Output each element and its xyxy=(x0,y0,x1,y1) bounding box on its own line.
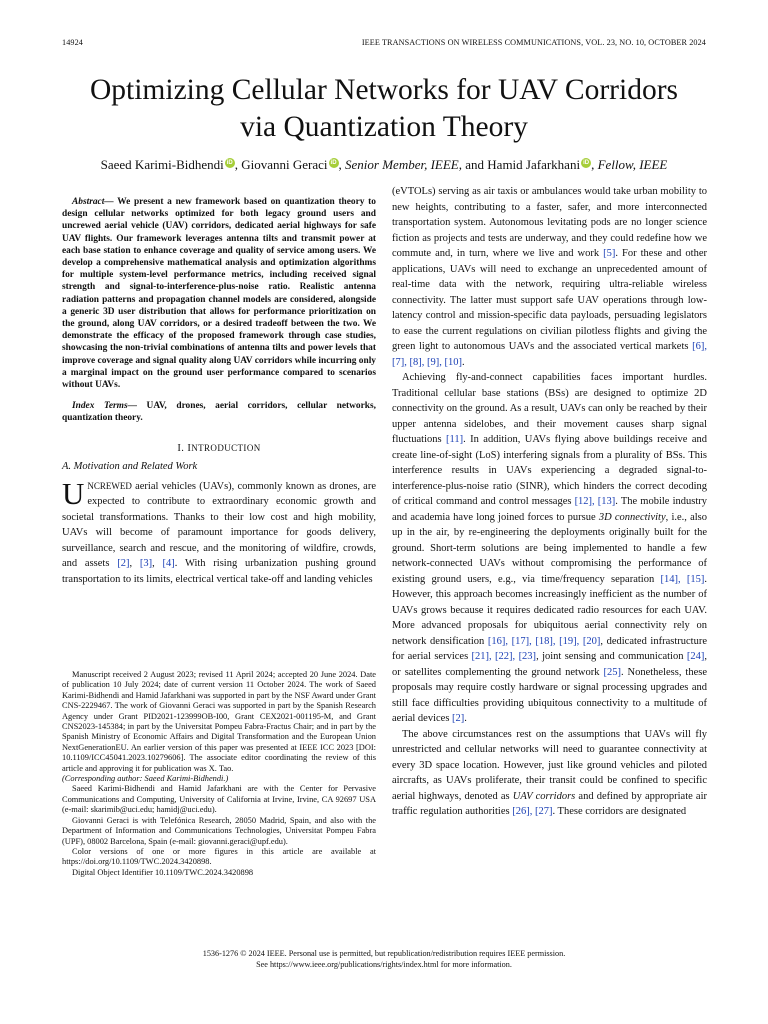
paragraph-text: . For these and other applications, UAVs will need to exchange an unprecedented amount of real-time data with the network, requiring ultra-reliable wireless connectivity. The latter must support safe UAV operations through low-latency control and mission-specific data payloads, persuading legislators to ease the current regulations on civilian pilotless flights and giving the green light to autonomous UAVs and the associated vertical markets xyxy=(392,248,707,352)
citation-link[interactable]: [25] xyxy=(603,666,621,678)
corresponding-author: (Corresponding author: Saeed Karimi-Bidhendi.) xyxy=(62,774,229,784)
body-paragraph-2 xyxy=(392,370,707,727)
intro-paragraph xyxy=(62,475,377,588)
footnote-doi: Digital Object Identifier 10.1109/TWC.2024.3420898 xyxy=(72,867,254,877)
emphasis-text: UAV corridors xyxy=(512,790,576,802)
footnote-affiliation-1: Saeed Karimi-Bidhendi and Hamid Jafarkhani are with the Center for Pervasive Communications and Computing, University of California at Irvine, Irvine, CA 92697 USA (e-mail: skarimib@uci.edu; hamidj@uci.edu). xyxy=(62,784,376,815)
right-column xyxy=(392,184,707,820)
copyright-line-1: 1536-1276 © 2024 IEEE. Personal use is permitted, but republication/redistribution requires IEEE permission. xyxy=(202,949,566,958)
abstract-text: We present a new framework based on quantization theory to design cellular networks optimized for both legacy ground users and uncrewed aerial vehicle (UAV) corridors, dedicated aerial highways for safe UAV flights. Our framework leverages antenna tilts and transmit power at each base station to enhance coverage and quality of service among users. We develop a comprehensive mathematical analysis and optimization algorithms for multiple system-level performance metrics, including received signal strength and signal-to-interference-plus-noise ratio. Realistic antenna radiation patterns and propagation channel models are considered, alongside a generic 3D user distribution that allows for performance prioritization on the ground, along UAV corridors, or a desired tradeoff between the two. We demonstrate the efficacy of the proposed framework through case studies, showcasing the non-trivial combinations of antenna tilts and power levels that improve coverage and signal quality along UAV corridors while incurring only a marginal impact on the ground user performance compared to scenarios without UAVs. xyxy=(62,197,376,391)
subsection-heading: A. Motivation and Related Work xyxy=(62,461,198,473)
lead-word: NCREWED xyxy=(87,480,132,491)
citation-link[interactable]: [16], [17], [18], [19], [20] xyxy=(487,635,601,647)
page-number: 14924 xyxy=(62,38,83,47)
copyright-line-2: See https://www.ieee.org/publications/rights/index.html for more information. xyxy=(256,960,512,969)
paragraph-text: , xyxy=(129,558,140,570)
footnote-text: Manuscript received 2 August 2023; revised 11 April 2024; accepted 20 June 2024. Date of publication 10 July 2024; date of current version 11 October 2024. The work of Saeed Karimi-Bidhendi and Hamid Jafarkhani was supported in part by the NSF Award under Grant CNS-2229467. The work of Giovanni Geraci was supported in part by the Spanish Research Agency under Grant PID2021-123999OB-I00, Grant CEX2021-001195-M, and Grant CNS2023-145384; in part by the Universitat Pompeu Fabra-Fractus Chair; and in part by the Spanish Ministry of Economic Affairs and Digital Transformation and the European Union NextGenerationEU. An earlier version of this paper was presented at IEEE ICC 2023 [DOI: 10.1109/ICC45041.2023.10279606]. The associate editor coordinating the review of this article and approving it for publication was X. Tao. xyxy=(62,670,376,773)
citation-link[interactable]: [12], [13] xyxy=(574,496,616,507)
emphasis-text: 3D connectivity xyxy=(598,511,666,523)
citation-link[interactable]: [2] xyxy=(117,558,130,570)
paragraph-text: The above circumstances rest on the assumptions that UAVs will fly unrestricted and cellular networks will need to guarantee connectivity at every 3D space location. However, just like ground vehicles and piloted aircrafts, as UAVs proliferate, their transit could be confined to specific aerial highways, denoted as xyxy=(392,728,707,802)
paragraph-text: and defined by appropriate air traffic regulation authorities xyxy=(392,790,708,817)
title-line-2: via Quantization Theory xyxy=(240,111,528,143)
citation-link[interactable]: [26], [27] xyxy=(512,806,553,817)
paragraph-text: , xyxy=(152,558,163,570)
paragraph-text: , joint sensing and communication xyxy=(536,651,687,662)
paragraph-text: . With rising urbanization pushing ground transportation to its limits, electrical vertical take-off and landing vehicles xyxy=(62,558,377,585)
left-column xyxy=(62,184,376,587)
paragraph-text: Achieving fly-and-connect capabilities faces important hurdles. Traditional cellular base stations (BSs) are designed to optimize 2D connectivity on the ground. As a result, UAVs can only be reached by their upper antenna sidelobes, and their movement causes sharp signal fluctuations xyxy=(392,372,707,445)
drop-cap: U xyxy=(62,475,85,511)
citation-link[interactable]: [21], [22], [23] xyxy=(471,651,537,662)
author-3-role: Fellow, IEEE xyxy=(597,157,668,172)
paper-title xyxy=(40,72,728,146)
paragraph-text: . xyxy=(464,713,467,724)
section-heading xyxy=(62,441,376,457)
citation-link[interactable]: [11] xyxy=(445,434,464,445)
index-terms-text: UAV, drones, aerial corridors, cellular networks, quantization theory. xyxy=(62,401,376,424)
citation-link[interactable]: [6], [7], [8], [9], [10] xyxy=(392,341,707,368)
paragraph-text: , i.e., also up in the air, by re-engineering the deployments originally built for the ground. Short-term solutions are being implemented to handle a few network-connected UAVs without compromising the performance of existing ground users, e.g., via time/frequency separation xyxy=(392,511,707,585)
index-terms-label: Index Terms— xyxy=(72,401,137,412)
abstract xyxy=(62,196,376,391)
section-title-first: I xyxy=(187,442,192,454)
footnote-funding xyxy=(62,670,376,784)
footnote-affiliation-2: Giovanni Geraci is with Telefónica Research, 28050 Madrid, Spain, and also with the Department of Information and Communications Technologies, Universitat Pompeu Fabra (UPF), 08002 Barcelona, Spain (e-mail: giovanni.geraci@upf.edu). xyxy=(62,815,376,846)
body-paragraph-3 xyxy=(392,727,707,820)
body-paragraph-1 xyxy=(392,184,707,370)
paragraph-text: (eVTOLs) serving as air taxis or ambulances would take urban mobility to new heights, contributing to a faster, safer, and more interconnected transportation system. Autonomous levitating pods are no longer science fiction as projects and tests are underway, and they could redefine how we commute and, in turn, where we live and work xyxy=(392,186,707,259)
paragraph-text: , or satellites complementing the ground network xyxy=(392,651,707,678)
journal-name: IEEE TRANSACTIONS ON WIRELESS COMMUNICATIONS, VOL. 23, NO. 10, OCTOBER 2024 xyxy=(361,38,706,47)
abstract-label: Abstract— xyxy=(72,197,114,207)
orcid-icon[interactable]: iD xyxy=(226,160,233,166)
citation-link[interactable]: [4] xyxy=(162,558,175,570)
citation-link[interactable]: [24] xyxy=(686,651,705,662)
author-conjunction: and xyxy=(465,157,485,172)
author-3: Hamid Jafarkhani xyxy=(487,157,581,172)
paragraph-text: aerial vehicles (UAVs), commonly known as drones, are expected to contribute to extraordinary economic growth and societal transformations. Thanks to their low cost and high mobility, UAVs will become of paramount importance for goods delivery, surveillance, search and rescue, and the monitoring of wildfire, crowds, and assets xyxy=(62,480,376,570)
running-header xyxy=(62,38,706,50)
paragraph-text: . xyxy=(461,356,465,368)
paragraph-text: , dedicated infrastructure for aerial services xyxy=(392,635,707,662)
citation-link[interactable]: [3] xyxy=(139,558,153,570)
title-line-1: Optimizing Cellular Networks for UAV Corridors xyxy=(89,74,679,106)
paragraph-text: . These corridors are designated xyxy=(552,806,687,817)
author-2-role: Senior Member, IEEE, xyxy=(345,157,462,172)
citation-link[interactable]: [14], [15] xyxy=(660,573,705,585)
author-list: Saeed Karimi-Bidhendi iD , Giovanni Geraci iD , Senior Member, IEEE, and Hamid Jafarkhani iD , Fellow, IEEE xyxy=(100,157,668,172)
orcid-icon[interactable]: iD xyxy=(330,160,337,166)
footnote-color: Color versions of one or more figures in this article are available at https://doi.org/10.1109/TWC.2024.3420898. xyxy=(62,846,376,867)
paragraph-text: . In addition, UAVs flying above buildings receive and create line-of-sight (LoS) interfering signals from a plurality of BSs. This interference results in UAVs experiencing a degraded signal-to-interference-plus-noise ratio (SINR), which hinders the correct decoding of critical command and control messages xyxy=(392,434,707,507)
section-number: I. xyxy=(177,442,185,454)
paragraph-text: . However, this approach becomes increasingly inefficient as the number of UAVs grows because it requires dedicated radio resources for each UAV. More advanced proposals for ubiquitous aerial connectivity rely on network densification xyxy=(392,573,707,647)
paragraph-text: . The mobile industry and academia have long joined forces to pursue xyxy=(392,496,707,523)
copyright-notice xyxy=(62,948,706,970)
section-title-rest: NTRODUCTION xyxy=(191,442,261,453)
paragraph-text: . Nonetheless, these proposals may require costly hardware or signal processing upgrades and still face difficulties providing ubiquitous connectivity to a multitude of aerial devices xyxy=(392,666,707,724)
citation-link[interactable]: [2] xyxy=(452,713,465,724)
author-2: Giovanni Geraci xyxy=(241,157,328,172)
index-terms xyxy=(62,400,376,424)
orcid-icon[interactable]: iD xyxy=(583,160,590,166)
author-1: Saeed Karimi-Bidhendi xyxy=(100,157,224,172)
footnotes xyxy=(62,670,376,878)
citation-link[interactable]: [5] xyxy=(603,248,616,259)
